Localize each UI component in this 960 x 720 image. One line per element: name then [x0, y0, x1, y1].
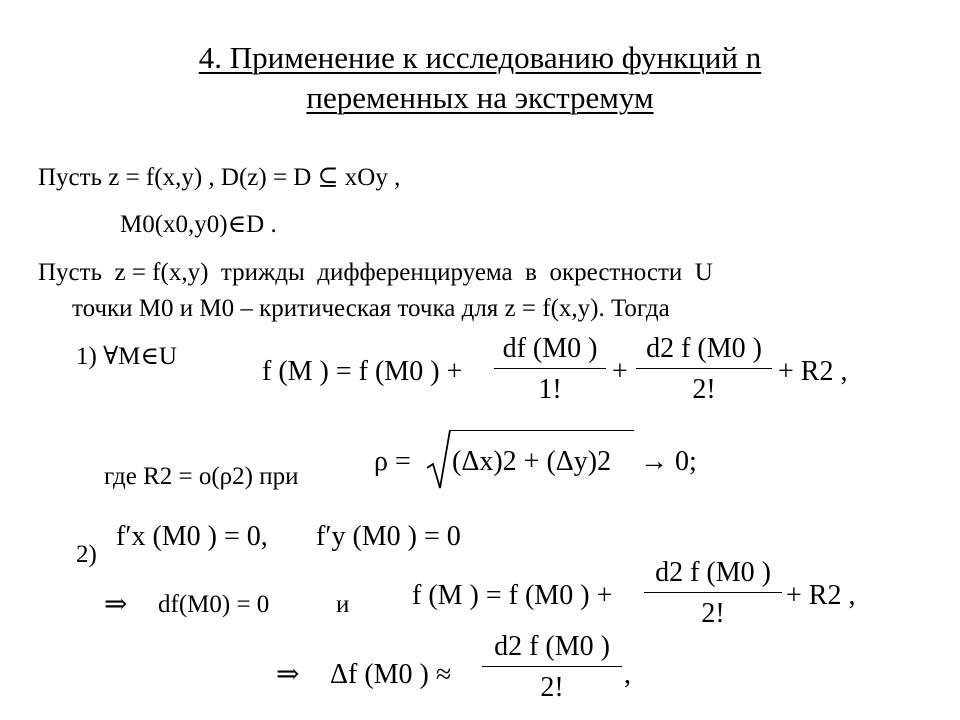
item-1-plus: + — [612, 356, 628, 387]
implies-icon-2: ⇒ — [276, 659, 300, 690]
remainder-rho: ρ = — [374, 446, 411, 477]
remainder-radicand: (Δx)2 + (Δy)2 — [452, 446, 612, 477]
item-2-eq-1: f′x (M0 ) = 0, — [116, 521, 268, 552]
item-1-lhs: f (M ) = f (M0 ) + — [262, 356, 463, 387]
implication-1-denominator: 2! — [701, 598, 725, 629]
item-2-eq-2: f′y (M0 ) = 0 — [316, 521, 461, 552]
implies-icon: ⇒ — [104, 589, 128, 620]
fraction-2-numerator: d2 f (M0 ) — [646, 333, 762, 364]
implication-1-numerator: d2 f (M0 ) — [655, 557, 771, 588]
item-1-fraction-1 — [494, 332, 606, 407]
implication-1-bar — [644, 592, 782, 593]
implication-2-lhs: Δf (M0 ) ≈ — [330, 659, 452, 690]
implication-2-fraction — [482, 630, 622, 705]
title-line-1-text: 4. Применение к исследованию функций n — [198, 40, 762, 75]
implication-2-denominator: 2! — [540, 672, 564, 703]
fraction-1-numerator: df (M0 ) — [502, 333, 598, 364]
paragraph-line-1: Пусть z = f(x,y) трижды дифференцируема в окрестности U — [38, 259, 713, 286]
implication-2-tail: , — [624, 659, 631, 690]
implication-1-conj: и — [336, 591, 350, 618]
implication-2-numerator: d2 f (M0 ) — [494, 631, 610, 662]
intro-line-1: Пусть z = f(x,y) , D(z) = D ⊆ xOy , — [38, 164, 401, 191]
fraction-1-bar — [494, 368, 606, 369]
sqrt-vinculum — [450, 430, 634, 431]
fraction-2-bar — [636, 368, 772, 369]
remainder-limit: → 0; — [640, 446, 697, 477]
item-1-fraction-2 — [636, 332, 772, 407]
item-2-label: 2) — [76, 541, 97, 568]
remainder-label: где R2 = o(ρ2) при — [104, 463, 299, 490]
implication-1-text: df(M0) = 0 — [158, 591, 270, 618]
implication-2-bar — [482, 666, 622, 667]
intro-line-2: M0(x0,y0)∈D . — [120, 211, 277, 238]
item-1-tail: + R2 , — [778, 356, 848, 387]
item-1-label: 1) ∀M∈U — [76, 343, 177, 370]
slide-title-line-1 — [0, 40, 960, 76]
implication-1-tail: + R2 , — [786, 580, 856, 611]
slide-title-line-2 — [0, 80, 960, 116]
fraction-1-denominator: 1! — [538, 374, 562, 405]
implication-1-fraction — [644, 556, 782, 631]
implication-1-lhs: f (M ) = f (M0 ) + — [412, 580, 613, 611]
sqrt-icon — [426, 428, 452, 492]
paragraph-line-2: точки M0 и M0 – критическая точка для z = f(x,y). Тогда — [72, 295, 670, 322]
fraction-2-denominator: 2! — [692, 374, 716, 405]
title-line-2-text: переменных на экстремум — [306, 80, 654, 115]
